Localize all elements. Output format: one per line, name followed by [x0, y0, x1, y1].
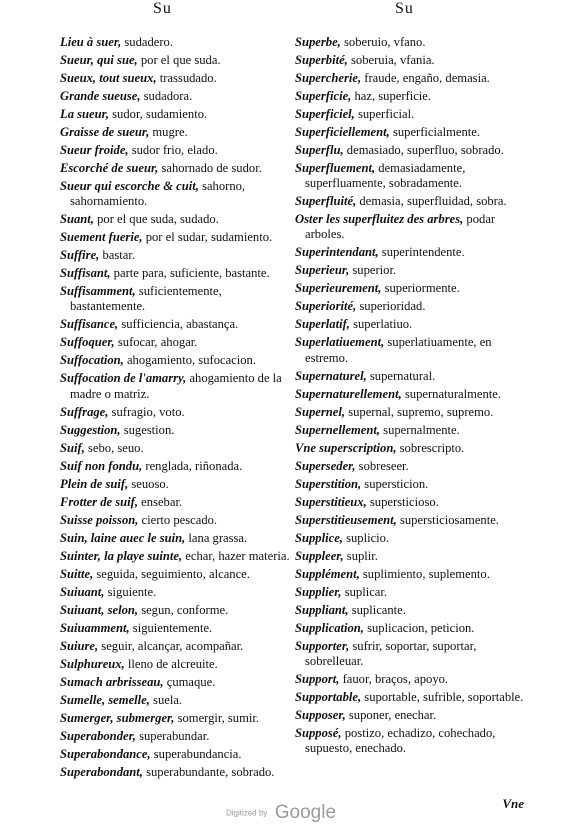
- entry-headword: Suif non fondu,: [60, 458, 143, 473]
- entry-definition: demasiadamente, superfluamente, sobradamente.: [305, 161, 466, 191]
- dictionary-entry: [60, 248, 292, 263]
- dictionary-entry: [295, 567, 527, 582]
- entry-headword: Superbe,: [295, 35, 341, 49]
- entry-definition: demasia, superfluidad, sobra.: [356, 194, 507, 209]
- entry-definition: sudor, sudamiento.: [109, 107, 208, 121]
- dictionary-entry: [60, 353, 292, 368]
- entry-headword: Suffisant,: [60, 266, 111, 281]
- entry-headword: Vne superscription,: [295, 440, 397, 455]
- entry-headword: Superieur,: [295, 263, 350, 278]
- entry-definition: sudadero.: [121, 35, 173, 49]
- entry-headword: Suisse poisson,: [60, 512, 139, 527]
- entry-definition: sufrir, soportar, suportar, sobrelleuar.: [305, 638, 477, 668]
- entry-headword: Suggestion,: [60, 422, 121, 437]
- dictionary-entry: [295, 603, 527, 618]
- dictionary-entry: [60, 266, 292, 281]
- entry-definition: demasiado, superfluo, sobrado.: [343, 143, 504, 157]
- entry-definition: haz, superficie.: [351, 89, 432, 103]
- entry-headword: Superabondance,: [60, 746, 151, 761]
- dictionary-entry: [60, 675, 292, 690]
- entry-definition: lana grassa.: [185, 530, 248, 545]
- entry-definition: superiormente.: [381, 281, 460, 296]
- entry-definition: superior.: [349, 263, 397, 278]
- entry-definition: ensebar.: [138, 494, 183, 509]
- watermark-prefix: Digitized by: [225, 808, 268, 818]
- dictionary-entry: [295, 639, 527, 669]
- dictionary-entry: [60, 531, 292, 546]
- entry-definition: suela.: [149, 692, 183, 707]
- entry-headword: Suffire,: [60, 248, 100, 263]
- dictionary-entry: [295, 621, 527, 636]
- entry-headword: Suiuamment,: [60, 620, 130, 635]
- dictionary-entry: [295, 53, 527, 68]
- dictionary-entry: [60, 567, 292, 582]
- entry-headword: Superintendant,: [295, 245, 379, 260]
- entry-headword: Suffisance,: [60, 317, 119, 332]
- dictionary-entry: [60, 317, 292, 332]
- dictionary-entry: [295, 35, 527, 50]
- entry-headword: Supposer,: [295, 707, 346, 722]
- catchword: Vne: [502, 796, 524, 811]
- entry-definition: suplimiento, suplemento.: [359, 566, 490, 581]
- entry-headword: Suiuant, selon,: [60, 602, 139, 617]
- dictionary-entry: [295, 387, 527, 402]
- entry-definition: sudadora.: [140, 89, 193, 103]
- dictionary-entry: [295, 672, 527, 687]
- entry-definition: trassudado.: [156, 71, 217, 85]
- entry-headword: Superficiellement,: [295, 125, 390, 139]
- dictionary-entry: [295, 212, 527, 242]
- entry-headword: Supernellement,: [295, 422, 381, 437]
- entry-headword: Suppleer,: [295, 548, 344, 563]
- entry-headword: Supernel,: [295, 404, 346, 419]
- entry-definition: por el que suda.: [137, 53, 221, 67]
- entry-headword: Superfluité,: [295, 194, 357, 209]
- dictionary-entry: [60, 212, 292, 227]
- running-head-right: Su: [395, 0, 414, 17]
- dictionary-entry: [295, 459, 527, 474]
- entry-definition: renglada, riñonada.: [142, 458, 243, 473]
- entry-definition: somergir, sumir.: [174, 710, 260, 725]
- entry-headword: Superlatif,: [295, 317, 350, 332]
- entry-definition: sufragio, voto.: [108, 404, 185, 419]
- dictionary-entry: [295, 161, 527, 191]
- entry-definition: suponer, enechar.: [345, 707, 437, 722]
- entry-definition: çumaque.: [163, 674, 216, 689]
- entry-definition: superabundar.: [135, 728, 210, 743]
- running-head-left: Su: [153, 0, 172, 17]
- entry-headword: Suiure,: [60, 638, 99, 653]
- entry-headword: Suffocation,: [60, 353, 124, 368]
- dictionary-entry: [60, 495, 292, 510]
- entry-definition: parte para, suficiente, bastante.: [110, 266, 270, 281]
- entry-definition: supernatural.: [366, 368, 436, 383]
- entry-definition: soberuio, vfano.: [340, 35, 426, 49]
- entry-definition: superabundancia.: [150, 746, 242, 761]
- dictionary-entry: [295, 708, 527, 723]
- entry-definition: superficial.: [354, 107, 415, 121]
- entry-definition: seguir, alcançar, acompañar.: [98, 638, 244, 653]
- entry-headword: La sueur,: [60, 107, 109, 121]
- entry-headword: Supportable,: [295, 689, 362, 704]
- entry-definition: suplir.: [343, 548, 378, 563]
- entry-headword: Supposé,: [295, 725, 342, 740]
- dictionary-entry: [295, 423, 527, 438]
- entry-headword: Suffrage,: [60, 404, 109, 419]
- dictionary-entry: [60, 585, 292, 600]
- entry-headword: Sumelle, semelle,: [60, 692, 150, 707]
- entry-definition: ahogamiento, sufocacion.: [123, 353, 257, 368]
- entry-headword: Superficiel,: [295, 107, 355, 121]
- entry-headword: Superabondant,: [60, 764, 143, 779]
- entry-headword: Superfluement,: [295, 161, 376, 175]
- entry-definition: supersticion.: [361, 476, 429, 491]
- dictionary-entry: [295, 281, 527, 296]
- dictionary-entry: [60, 53, 292, 68]
- entry-headword: Superabonder,: [60, 728, 136, 743]
- entry-headword: Supporter,: [295, 638, 350, 653]
- dictionary-entry: [60, 639, 292, 654]
- dictionary-entry: [295, 495, 527, 510]
- entry-definition: sebo, seuo.: [84, 440, 144, 455]
- dictionary-entry: [60, 747, 292, 762]
- dictionary-entry: [295, 317, 527, 332]
- entry-headword: Suin, laine auec le suin,: [60, 530, 186, 545]
- entry-headword: Suffisamment,: [60, 284, 136, 299]
- entry-definition: bastar.: [99, 248, 135, 263]
- entry-definition: echar, hazer materia.: [182, 548, 290, 563]
- entry-headword: Suif,: [60, 440, 85, 455]
- dictionary-entry: [60, 335, 292, 350]
- entry-definition: postizo, echadizo, cohechado, supuesto, enechado.: [305, 725, 496, 756]
- dictionary-entry: [60, 230, 292, 245]
- entry-definition: sufocar, ahogar.: [114, 335, 198, 350]
- dictionary-entry: [295, 477, 527, 492]
- entry-headword: Graisse de sueur,: [60, 125, 150, 139]
- entry-definition: suplicio.: [342, 530, 390, 545]
- entry-definition: cierto pescado.: [138, 512, 218, 527]
- dictionary-entry: [60, 284, 292, 314]
- dictionary-entry: [60, 657, 292, 672]
- entry-headword: Supplication,: [295, 620, 364, 635]
- watermark-logo: Google: [274, 802, 337, 823]
- dictionary-entry: [60, 711, 292, 726]
- entry-headword: Supernaturellement,: [295, 386, 402, 401]
- entry-headword: Suppliant,: [295, 602, 349, 617]
- entry-definition: supersticiosamente.: [396, 512, 499, 527]
- entry-definition: superficialmente.: [389, 125, 481, 139]
- entry-headword: Superflu,: [295, 143, 344, 157]
- entry-definition: por el que suda, sudado.: [93, 212, 219, 227]
- dictionary-entry: [60, 513, 292, 528]
- dictionary-entry: [60, 179, 292, 209]
- dictionary-entry: [60, 765, 292, 780]
- entry-headword: Oster les superfluitez des arbres,: [295, 212, 464, 227]
- entry-definition: mugre.: [149, 125, 188, 139]
- entry-headword: Superstitieusement,: [295, 512, 397, 527]
- dictionary-entry: [295, 441, 527, 456]
- dictionary-entry: [295, 194, 527, 209]
- entry-definition: segun, conforme.: [138, 602, 229, 617]
- dictionary-entry: [60, 729, 292, 744]
- dictionary-entry: [60, 621, 292, 636]
- entry-definition: supersticioso.: [366, 494, 439, 509]
- left-column: [60, 35, 292, 783]
- entry-headword: Sumach arbrisseau,: [60, 674, 164, 689]
- entry-definition: supernalmente.: [380, 422, 460, 437]
- dictionary-entry: [60, 477, 292, 492]
- dictionary-entry: [295, 71, 527, 86]
- entry-headword: Grande sueuse,: [60, 89, 141, 103]
- entry-definition: siguientemente.: [129, 620, 213, 635]
- entry-headword: Supercherie,: [295, 71, 362, 85]
- entry-definition: por el sudar, sudamiento.: [142, 230, 273, 245]
- entry-definition: lleno de alcreuite.: [124, 656, 218, 671]
- dictionary-entry: [60, 125, 292, 140]
- entry-headword: Supernaturel,: [295, 368, 367, 383]
- entry-definition: sobreseer.: [355, 458, 409, 473]
- dictionary-entry: [60, 693, 292, 708]
- entry-definition: seuoso.: [128, 476, 169, 491]
- dictionary-entry: [295, 513, 527, 528]
- entry-headword: Sulphureux,: [60, 656, 125, 671]
- entry-headword: Superstition,: [295, 476, 362, 491]
- dictionary-entry: [60, 603, 292, 618]
- entry-headword: Sueur, qui sue,: [60, 53, 138, 67]
- dictionary-entry: [60, 549, 292, 564]
- entry-definition: supernal, supremo, supremo.: [345, 404, 494, 419]
- digitization-watermark: [0, 802, 562, 824]
- dictionary-entry: [295, 299, 527, 314]
- entry-definition: sufficiencia, abastança.: [118, 317, 239, 332]
- entry-definition: sugestion.: [120, 422, 175, 437]
- dictionary-entry: [295, 405, 527, 420]
- dictionary-entry: [295, 245, 527, 260]
- entry-definition: soberuia, vfania.: [347, 53, 435, 67]
- right-column: [295, 35, 527, 759]
- dictionary-entry: [60, 459, 292, 474]
- entry-definition: seguida, seguimiento, alcance.: [93, 566, 250, 581]
- entry-definition: superintendente.: [378, 245, 465, 260]
- dictionary-entry: [295, 549, 527, 564]
- entry-definition: siguiente.: [104, 584, 157, 599]
- entry-headword: Suitte,: [60, 566, 94, 581]
- entry-definition: suportable, sufrible, soportable.: [361, 689, 524, 704]
- entry-definition: sahornado de sudor.: [158, 161, 262, 175]
- entry-definition: superabundante, sobrado.: [142, 764, 275, 779]
- entry-headword: Suant,: [60, 212, 94, 227]
- entry-headword: Escorché de sueur,: [60, 161, 159, 175]
- dictionary-entry: [295, 726, 527, 756]
- dictionary-entry: [295, 125, 527, 140]
- entry-definition: suplicar.: [341, 584, 388, 599]
- dictionary-entry: [295, 369, 527, 384]
- entry-definition: suplicacion, peticion.: [363, 620, 475, 635]
- dictionary-entry: [295, 335, 527, 365]
- entry-definition: superlatiuo.: [349, 317, 413, 332]
- entry-headword: Superiorité,: [295, 299, 357, 314]
- entry-headword: Suiuant,: [60, 584, 105, 599]
- entry-headword: Superseder,: [295, 458, 356, 473]
- entry-headword: Superstitieux,: [295, 494, 367, 509]
- entry-headword: Sumerger, submerger,: [60, 710, 175, 725]
- entry-headword: Suffocation de l'amarry,: [60, 371, 187, 386]
- entry-definition: podar arboles.: [305, 212, 496, 242]
- entry-definition: fraude, engaño, demasia.: [361, 71, 490, 85]
- dictionary-entry: [60, 71, 292, 86]
- dictionary-entry: [295, 107, 527, 122]
- entry-definition: sobrescripto.: [396, 440, 465, 455]
- entry-definition: sudor frio, elado.: [128, 143, 218, 157]
- entry-definition: suficientemente, bastantemente.: [70, 284, 222, 314]
- entry-headword: Supplément,: [295, 566, 360, 581]
- entry-definition: superioridad.: [356, 299, 426, 314]
- dictionary-entry: [60, 89, 292, 104]
- entry-headword: Superieurement,: [295, 281, 382, 296]
- dictionary-entry: [60, 441, 292, 456]
- dictionary-entry: [60, 371, 292, 401]
- entry-headword: Suinter, la playe suinte,: [60, 548, 183, 563]
- entry-headword: Lieu à suer,: [60, 35, 122, 49]
- entry-headword: Frotter de suif,: [60, 494, 139, 509]
- entry-definition: fauor, braços, apoyo.: [339, 671, 449, 686]
- entry-headword: Superlatiuement,: [295, 335, 385, 350]
- dictionary-entry: [295, 531, 527, 546]
- entry-definition: ahogamiento de la madre o matriz.: [70, 371, 282, 401]
- entry-headword: Suement fuerie,: [60, 230, 143, 245]
- entry-definition: superlatiuamente, en estremo.: [305, 335, 492, 365]
- dictionary-entry: [60, 405, 292, 420]
- dictionary-entry: [60, 107, 292, 122]
- entry-headword: Sueux, tout sueux,: [60, 71, 157, 85]
- dictionary-entry: [295, 143, 527, 158]
- entry-headword: Superbité,: [295, 53, 348, 67]
- dictionary-entry: [295, 585, 527, 600]
- dictionary-entry: [60, 161, 292, 176]
- entry-headword: Supplice,: [295, 530, 343, 545]
- dictionary-entry: [60, 143, 292, 158]
- entry-headword: Suffoquer,: [60, 335, 115, 350]
- entry-definition: supernaturalmente.: [401, 386, 502, 401]
- dictionary-entry: [60, 423, 292, 438]
- dictionary-entry: [60, 35, 292, 50]
- dictionary-entry: [295, 89, 527, 104]
- entry-definition: sahorno, sahornamiento.: [70, 179, 246, 209]
- entry-headword: Superficie,: [295, 89, 352, 103]
- entry-headword: Support,: [295, 671, 340, 686]
- entry-headword: Sueur qui escorche & cuit,: [60, 179, 199, 193]
- dictionary-entry: [295, 263, 527, 278]
- entry-headword: Sueur froide,: [60, 143, 129, 157]
- entry-headword: Plein de suif,: [60, 476, 129, 491]
- dictionary-entry: [295, 690, 527, 705]
- entry-headword: Supplier,: [295, 584, 342, 599]
- entry-definition: suplicante.: [348, 602, 406, 617]
